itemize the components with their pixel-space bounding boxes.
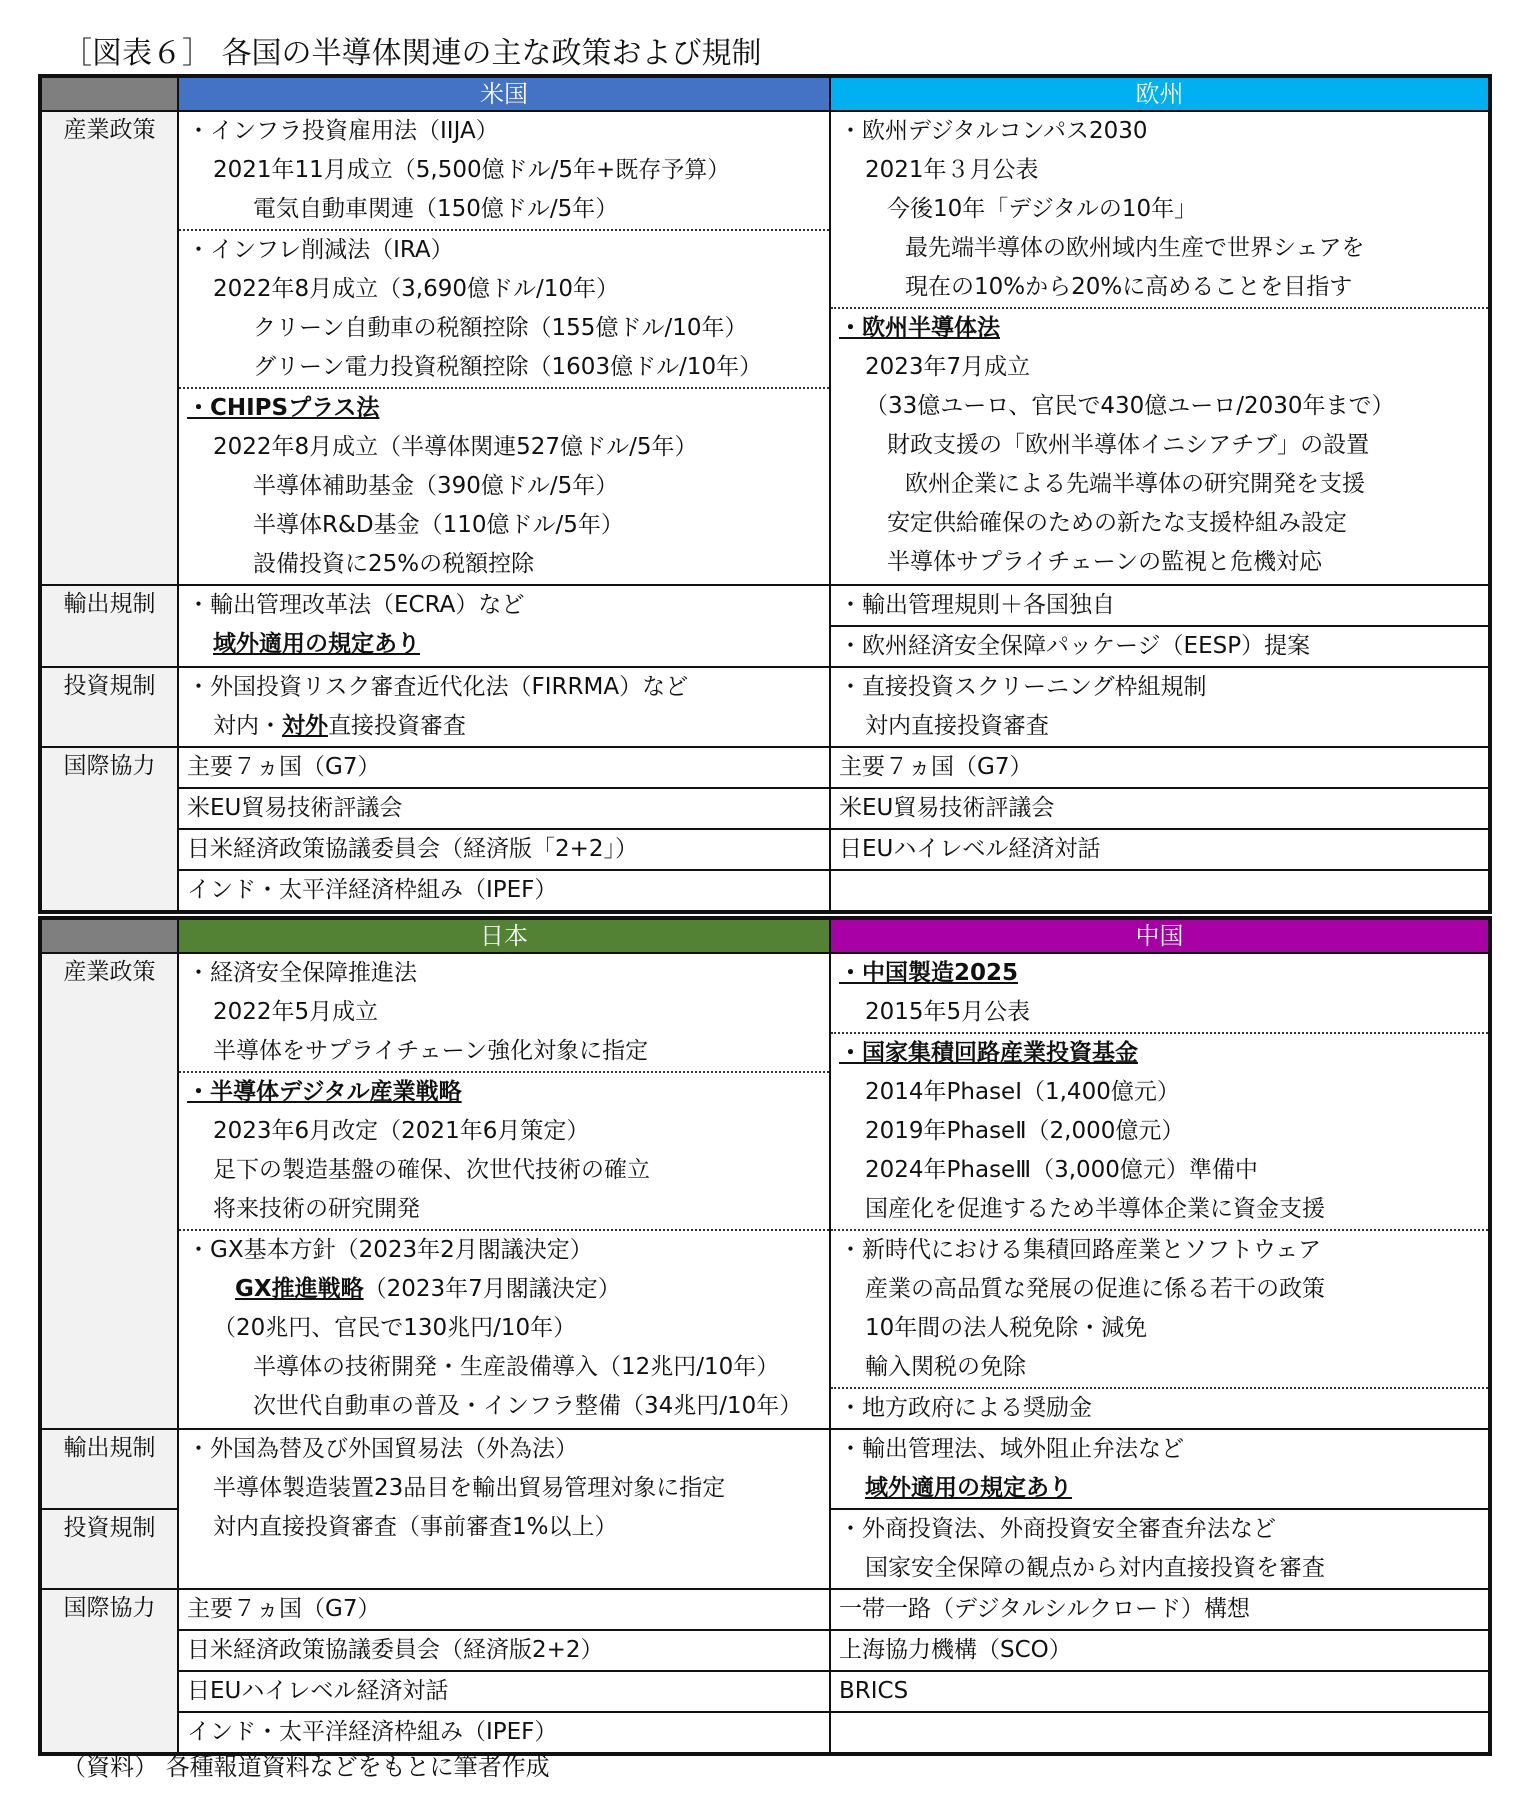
policy-line: 半導体R&D基金（110億ドル/5年） bbox=[253, 512, 624, 538]
policy-line: ・欧州経済安全保障パッケージ（EESP）提案 bbox=[831, 625, 1488, 666]
policy-line: ・欧州デジタルコンパス2030 bbox=[839, 118, 1148, 144]
policy-line: ・外国投資リスク審査近代化法（FIRRMA）など bbox=[187, 674, 689, 700]
cooperation-item: BRICS bbox=[831, 1670, 1488, 1711]
policy-line: ・直接投資スクリーニング枠組規制 bbox=[839, 674, 1207, 700]
policy-line: 2022年5月成立 bbox=[213, 999, 379, 1025]
policy-line: 対内直接投資審査 bbox=[865, 713, 1049, 739]
policy-line: 半導体サプライチェーンの監視と危機対応 bbox=[887, 549, 1323, 575]
cooperation-item bbox=[831, 869, 1488, 910]
japan-international-cooperation bbox=[178, 1589, 830, 1754]
us-industry-policy bbox=[178, 111, 830, 585]
policy-block-gx bbox=[179, 1229, 829, 1426]
policy-block-ic-software-policy bbox=[831, 1229, 1488, 1387]
policy-line: 財政支援の「欧州半導体イニシアチブ」の設置 bbox=[887, 432, 1370, 458]
policy-line: 2021年11月成立（5,500億ドル/5年+既存予算） bbox=[213, 157, 731, 183]
policy-table-japan-china bbox=[38, 916, 1492, 1756]
policy-line: 国家安全保障の観点から対内直接投資を審査 bbox=[865, 1555, 1325, 1581]
policy-line: クリーン自動車の税額控除（155億ドル/10年） bbox=[253, 315, 748, 341]
column-header-japan: 日本 bbox=[178, 918, 830, 953]
cooperation-item bbox=[831, 1711, 1488, 1752]
policy-line: ・インフレ削減法（IRA） bbox=[187, 237, 454, 263]
policy-block-digital-compass bbox=[831, 112, 1488, 307]
china-export-control bbox=[830, 1429, 1490, 1509]
policy-line: ・経済安全保障推進法 bbox=[187, 960, 417, 986]
cooperation-item: 主要７ヵ国（G7） bbox=[839, 754, 1033, 780]
japan-export-and-investment-control bbox=[178, 1429, 830, 1589]
policy-block-iija bbox=[179, 112, 829, 229]
cooperation-item: 上海協力機構（SCO） bbox=[831, 1629, 1488, 1670]
policy-line: ・GX基本方針（2023年2月閣議決定） bbox=[187, 1237, 593, 1263]
policy-line: 2023年6月改定（2021年6月策定） bbox=[213, 1118, 590, 1144]
policy-line: 産業の高品質な発展の促進に係る若干の政策 bbox=[865, 1276, 1325, 1302]
policy-block-semiconductor-strategy bbox=[179, 1071, 829, 1229]
policy-block-ira bbox=[179, 229, 829, 387]
policy-line: ・地方政府による奨励金 bbox=[839, 1395, 1092, 1421]
policy-line-emphasis: ・国家集積回路産業投資基金 bbox=[839, 1040, 1138, 1066]
us-international-cooperation bbox=[178, 747, 830, 912]
column-header-us: 米国 bbox=[178, 76, 830, 111]
policy-line: 半導体の技術開発・生産設備導入（12兆円/10年） bbox=[253, 1354, 780, 1380]
policy-line: 半導体補助基金（390億ドル/5年） bbox=[253, 473, 619, 499]
us-export-control bbox=[178, 585, 830, 667]
eu-investment-control bbox=[830, 667, 1490, 747]
policy-line: 半導体製造装置23品目を輸出貿易管理対象に指定 bbox=[213, 1475, 726, 1501]
policy-line: ・輸出管理規則＋各国独自 bbox=[839, 592, 1115, 618]
policy-block-eu-chips-act bbox=[831, 307, 1488, 582]
policy-line: 現在の10%から20%に高めることを目指す bbox=[905, 274, 1353, 300]
policy-line: ・インフラ投資雇用法（IIJA） bbox=[187, 118, 499, 144]
policy-line: 将来技術の研究開発 bbox=[213, 1196, 420, 1222]
cooperation-item: 主要７ヵ国（G7） bbox=[187, 754, 381, 780]
cooperation-item: 一帯一路（デジタルシルクロード）構想 bbox=[839, 1596, 1251, 1622]
policy-line: 半導体をサプライチェーン強化対象に指定 bbox=[213, 1038, 649, 1064]
policy-line: 国産化を促進するため半導体企業に資金支援 bbox=[865, 1196, 1325, 1222]
policy-line: 設備投資に25%の税額控除 bbox=[253, 551, 535, 577]
policy-block-economic-security bbox=[179, 954, 829, 1071]
category-investment-control: 投資規制 bbox=[40, 1509, 178, 1589]
policy-line: 次世代自動車の普及・インフラ整備（34兆円/10年） bbox=[253, 1393, 803, 1419]
policy-line: ・外国為替及び外国貿易法（外為法） bbox=[187, 1436, 578, 1462]
policy-line: 今後10年「デジタルの10年」 bbox=[887, 196, 1198, 222]
category-export-control: 輸出規制 bbox=[40, 1429, 178, 1509]
category-international-cooperation: 国際協力 bbox=[40, 1589, 178, 1754]
policy-line: 安定供給確保のための新たな支援枠組み設定 bbox=[887, 510, 1347, 536]
cooperation-item: インド・太平洋経済枠組み（IPEF） bbox=[179, 869, 829, 910]
policy-line-emphasis: ・中国製造2025 bbox=[839, 960, 1019, 986]
policy-line: 対内・対外直接投資審査 bbox=[213, 713, 466, 739]
policy-line: 2014年PhaseⅠ（1,400億元） bbox=[865, 1079, 1180, 1105]
policy-line: GX推進戦略（2023年7月閣議決定） bbox=[235, 1276, 621, 1302]
policy-block-big-fund bbox=[831, 1032, 1488, 1229]
policy-table-us-eu bbox=[38, 74, 1492, 914]
policy-line: 2019年PhaseⅡ（2,000億元） bbox=[865, 1118, 1185, 1144]
policy-line-emphasis: ・欧州半導体法 bbox=[839, 315, 1000, 341]
eu-international-cooperation bbox=[830, 747, 1490, 912]
cooperation-item: 日EUハイレベル経済対話 bbox=[831, 828, 1488, 869]
china-investment-control bbox=[830, 1509, 1490, 1589]
policy-line: 2022年8月成立（3,690億ドル/10年） bbox=[213, 276, 620, 302]
eu-industry-policy bbox=[830, 111, 1490, 585]
policy-line-emphasis: 域外適用の規定あり bbox=[213, 631, 420, 657]
policy-line-emphasis: 域外適用の規定あり bbox=[865, 1475, 1072, 1501]
policy-line: ・新時代における集積回路産業とソフトウェア bbox=[839, 1237, 1322, 1263]
header-corner bbox=[40, 918, 178, 953]
policy-line: グリーン電力投資税額控除（1603億ドル/10年） bbox=[253, 354, 763, 380]
japan-industry-policy bbox=[178, 953, 830, 1429]
policy-line: 対内直接投資審査（事前審査1%以上） bbox=[213, 1514, 618, 1540]
policy-line: 輸入関税の免除 bbox=[865, 1354, 1026, 1380]
category-industry-policy: 産業政策 bbox=[40, 953, 178, 1429]
column-header-china: 中国 bbox=[830, 918, 1490, 953]
us-investment-control bbox=[178, 667, 830, 747]
category-export-control: 輸出規制 bbox=[40, 585, 178, 667]
policy-line: 10年間の法人税免除・減免 bbox=[865, 1315, 1148, 1341]
policy-line-emphasis: ・半導体デジタル産業戦略 bbox=[187, 1079, 462, 1105]
policy-block-chips bbox=[179, 387, 829, 584]
china-international-cooperation bbox=[830, 1589, 1490, 1754]
policy-line: ・外商投資法、外商投資安全審査弁法など bbox=[839, 1516, 1276, 1542]
category-investment-control: 投資規制 bbox=[40, 667, 178, 747]
policy-block-made-in-china-2025 bbox=[831, 954, 1488, 1032]
policy-line-emphasis: ・CHIPSプラス法 bbox=[187, 395, 380, 421]
policy-line: 最先端半導体の欧州域内生産で世界シェアを bbox=[905, 235, 1365, 261]
header-corner bbox=[40, 76, 178, 111]
policy-line: ・輸出管理改革法（ECRA）など bbox=[187, 592, 525, 618]
policy-line: 2022年8月成立（半導体関連527億ドル/5年） bbox=[213, 434, 698, 460]
cooperation-item: 日米経済政策協議委員会（経済版2+2） bbox=[179, 1629, 829, 1670]
cooperation-item: 米EU貿易技術評議会 bbox=[831, 787, 1488, 828]
source-note: （資料） 各種報道資料などをもとに筆者作成 bbox=[62, 1753, 550, 1781]
cooperation-item: 日EUハイレベル経済対話 bbox=[179, 1670, 829, 1711]
policy-block-local-incentives bbox=[831, 1387, 1488, 1428]
figure-title: ［図表６］ 各国の半導体関連の主な政策および規制 bbox=[62, 36, 762, 71]
policy-line: 2023年7月成立 bbox=[865, 354, 1031, 380]
policy-line: 電気自動車関連（150億ドル/5年） bbox=[253, 196, 619, 222]
china-industry-policy bbox=[830, 953, 1490, 1429]
policy-line: （33億ユーロ、官民で430億ユーロ/2030年まで） bbox=[865, 393, 1395, 419]
eu-export-control bbox=[830, 585, 1490, 667]
category-international-cooperation: 国際協力 bbox=[40, 747, 178, 912]
cooperation-item: インド・太平洋経済枠組み（IPEF） bbox=[179, 1711, 829, 1752]
policy-line: 2015年5月公表 bbox=[865, 999, 1031, 1025]
cooperation-item: 主要７ヵ国（G7） bbox=[187, 1596, 381, 1622]
cooperation-item: 米EU貿易技術評議会 bbox=[179, 787, 829, 828]
policy-line: 足下の製造基盤の確保、次世代技術の確立 bbox=[213, 1157, 650, 1183]
policy-line: 2021年３月公表 bbox=[865, 157, 1039, 183]
policy-line: 欧州企業による先端半導体の研究開発を支援 bbox=[905, 471, 1365, 497]
policy-line: （20兆円、官民で130兆円/10年） bbox=[213, 1315, 577, 1341]
category-industry-policy: 産業政策 bbox=[40, 111, 178, 585]
column-header-eu: 欧州 bbox=[830, 76, 1490, 111]
policy-line: 2024年PhaseⅢ（3,000億元）準備中 bbox=[865, 1157, 1258, 1183]
cooperation-item: 日米経済政策協議委員会（経済版「2+2」） bbox=[179, 828, 829, 869]
policy-line: ・輸出管理法、域外阻止弁法など bbox=[839, 1436, 1184, 1462]
